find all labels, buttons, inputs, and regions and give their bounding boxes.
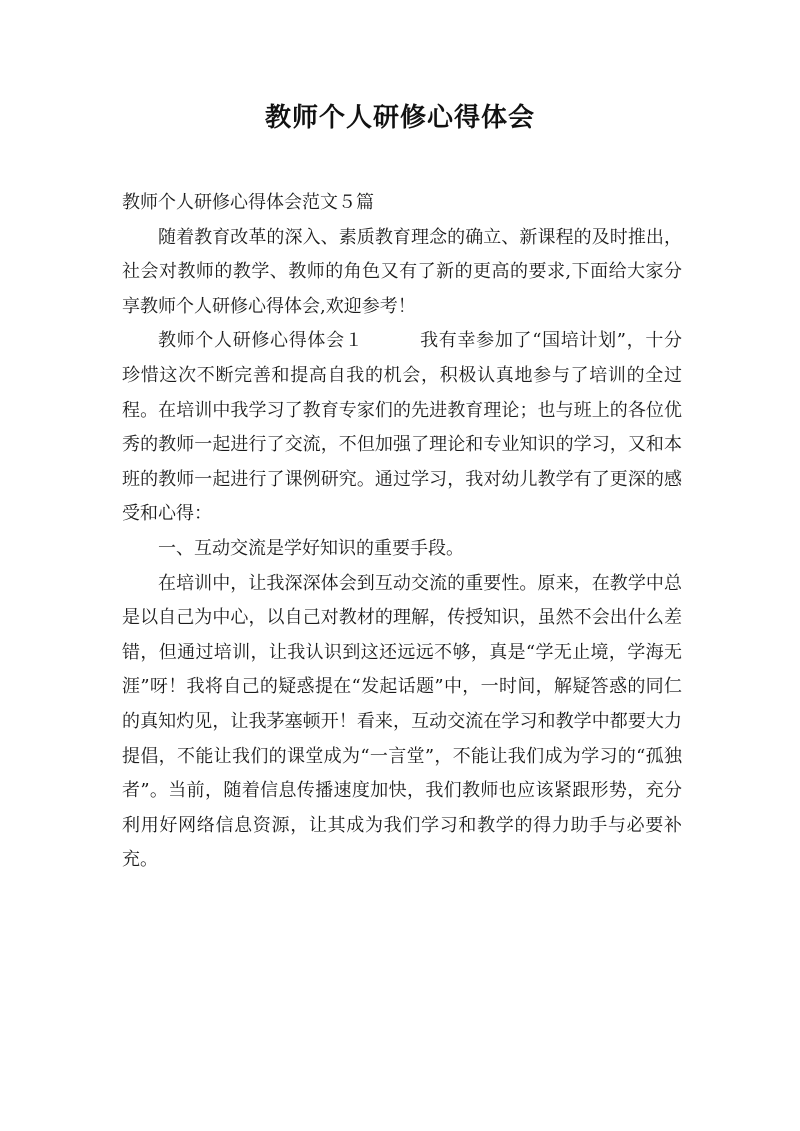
intro-paragraph: 随着教育改革的深入、素质教育理念的确立、新课程的及时推出，社会对教师的教学、教师的角色又有了新的更高的要求,下面给大家分享教师个人研修心得体会,欢迎参考！ (122, 226, 682, 317)
document-body (122, 186, 682, 878)
document-title: 教师个人研修心得体会 (264, 103, 535, 133)
section-1-label: 教师个人研修心得体会１ (158, 330, 364, 352)
document-subtitle: 教师个人研修心得体会范文５篇 (122, 192, 374, 213)
heading-1: 一、互动交流是学好知识的重要手段。 (158, 537, 464, 559)
section-1-body: 我有幸参加了“国培计划”，十分珍惜这次不断完善和提高自我的机会，积极认真地参与了培训的全过程。在培训中我学习了教育专家们的先进教育理论；也与班上的各位优秀的教师一起进行了交流，不但加强了理论和专业知识的学习，又和本班的教师一起进行了课例研究。通过学习，我对幼儿教学有了更深的感受和心得： (122, 330, 683, 525)
paragraph-1: 在培训中，让我深深体会到互动交流的重要性。原来，在教学中总是以自己为中心，以自己对教材的理解，传授知识，虽然不会出什么差错，但通过培训，让我认识到这还远远不够，真是“学无止境，学海无涯”呀！我将自己的疑惑提在“发起话题”中，一时间，解疑答惑的同仁的真知灼见，让我茅塞顿开！看来，互动交流在学习和教学中都要大力提倡，不能让我们的课堂成为“一言堂”，不能让我们成为学习的“孤独者”。当前，随着信息传播速度加快，我们教师也应该紧跟形势，充分利用好网络信息资源，让其成为我们学习和教学的得力助手与必要补充。 (122, 572, 682, 871)
section-1-paragraph (122, 324, 682, 532)
